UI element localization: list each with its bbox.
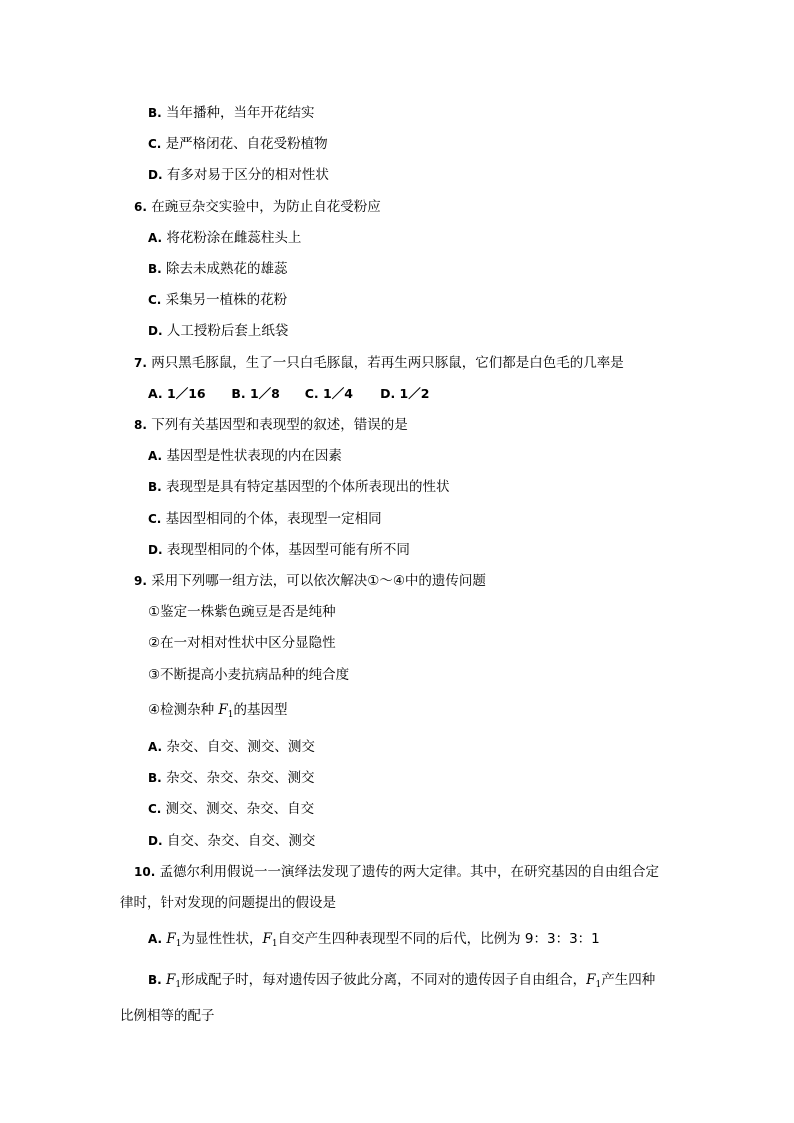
q9-item-4: ④检测杂种 $F_1$的基因型 [148, 702, 288, 720]
q6-option-d: D. 人工授粉后套上纸袋 [148, 323, 289, 339]
q10-stem-line-2: 律时，针对发现的问题提出的假设是 [120, 895, 336, 911]
q7-option-a: A. 1／16 [148, 386, 206, 401]
f1-symbol: $F_1$ [218, 702, 234, 720]
f1-symbol: $F_1$ [166, 972, 182, 990]
q7-options [148, 385, 429, 403]
q8-option-b: B. 表现型是具有特定基因型的个体所表现出的性状 [148, 479, 450, 495]
q6-option-c: C. 采集另一植株的花粉 [148, 292, 288, 308]
q8-option-d: D. 表现型相同的个体，基因型可能有所不同 [148, 542, 410, 558]
q10-option-a: A. $F_1$为显性性状，$F_1$自交产生四种表现型不同的后代，比例为 9：3：3：1 [148, 931, 600, 949]
q5-option-b: B. 当年播种，当年开花结实 [148, 105, 315, 121]
q9-option-a: A. 杂交、自交、测交、测交 [148, 739, 315, 755]
q7-option-c: C. 1／4 [304, 386, 353, 401]
q5-option-c: C. 是严格闭花、自花受粉植物 [148, 136, 328, 152]
q7-option-d: D. 1／2 [380, 386, 430, 401]
q7-stem: 7. 两只黑毛豚鼠，生了一只白毛豚鼠，若再生两只豚鼠，它们都是白色毛的几率是 [134, 355, 624, 371]
f1-symbol: $F_1$ [166, 931, 182, 949]
q8-option-a: A. 基因型是性状表现的内在因素 [148, 448, 342, 464]
f1-symbol: $F_1$ [262, 931, 278, 949]
q9-item-1: ①鉴定一株紫色豌豆是否是纯种 [148, 604, 336, 620]
q6-option-b: B. 除去未成熟花的雄蕊 [148, 261, 288, 277]
q10-stem-line-1: 10. 孟德尔利用假说一一演绎法发现了遗传的两大定律。其中，在研究基因的自由组合定 [134, 864, 660, 880]
q9-option-b: B. 杂交、杂交、杂交、测交 [148, 770, 315, 786]
q5-option-d: D. 有多对易于区分的相对性状 [148, 167, 329, 183]
q9-option-d: D. 自交、杂交、自交、测交 [148, 833, 316, 849]
q9-item-2: ②在一对相对性状中区分显隐性 [148, 635, 336, 651]
q7-option-b: B. 1／8 [231, 386, 280, 401]
q9-option-c: C. 测交、测交、杂交、自交 [148, 801, 315, 817]
q8-stem: 8. 下列有关基因型和表现型的叙述，错误的是 [134, 417, 408, 433]
f1-symbol: $F_1$ [586, 972, 602, 990]
q10-option-b-line-2: 比例相等的配子 [120, 1008, 215, 1024]
q9-item-3: ③不断提高小麦抗病品种的纯合度 [148, 667, 350, 683]
q6-option-a: A. 将花粉涂在雌蕊柱头上 [148, 230, 302, 246]
q6-stem: 6. 在豌豆杂交实验中，为防止自花受粉应 [134, 199, 381, 215]
q8-option-c: C. 基因型相同的个体，表现型一定相同 [148, 511, 382, 527]
q9-stem: 9. 采用下列哪一组方法，可以依次解决①～④中的遗传问题 [134, 573, 486, 589]
q10-option-b: B. $F_1$形成配子时，每对遗传因子彼此分离，不同对的遗传因子自由组合，$F_1$产生四种 [148, 972, 656, 990]
